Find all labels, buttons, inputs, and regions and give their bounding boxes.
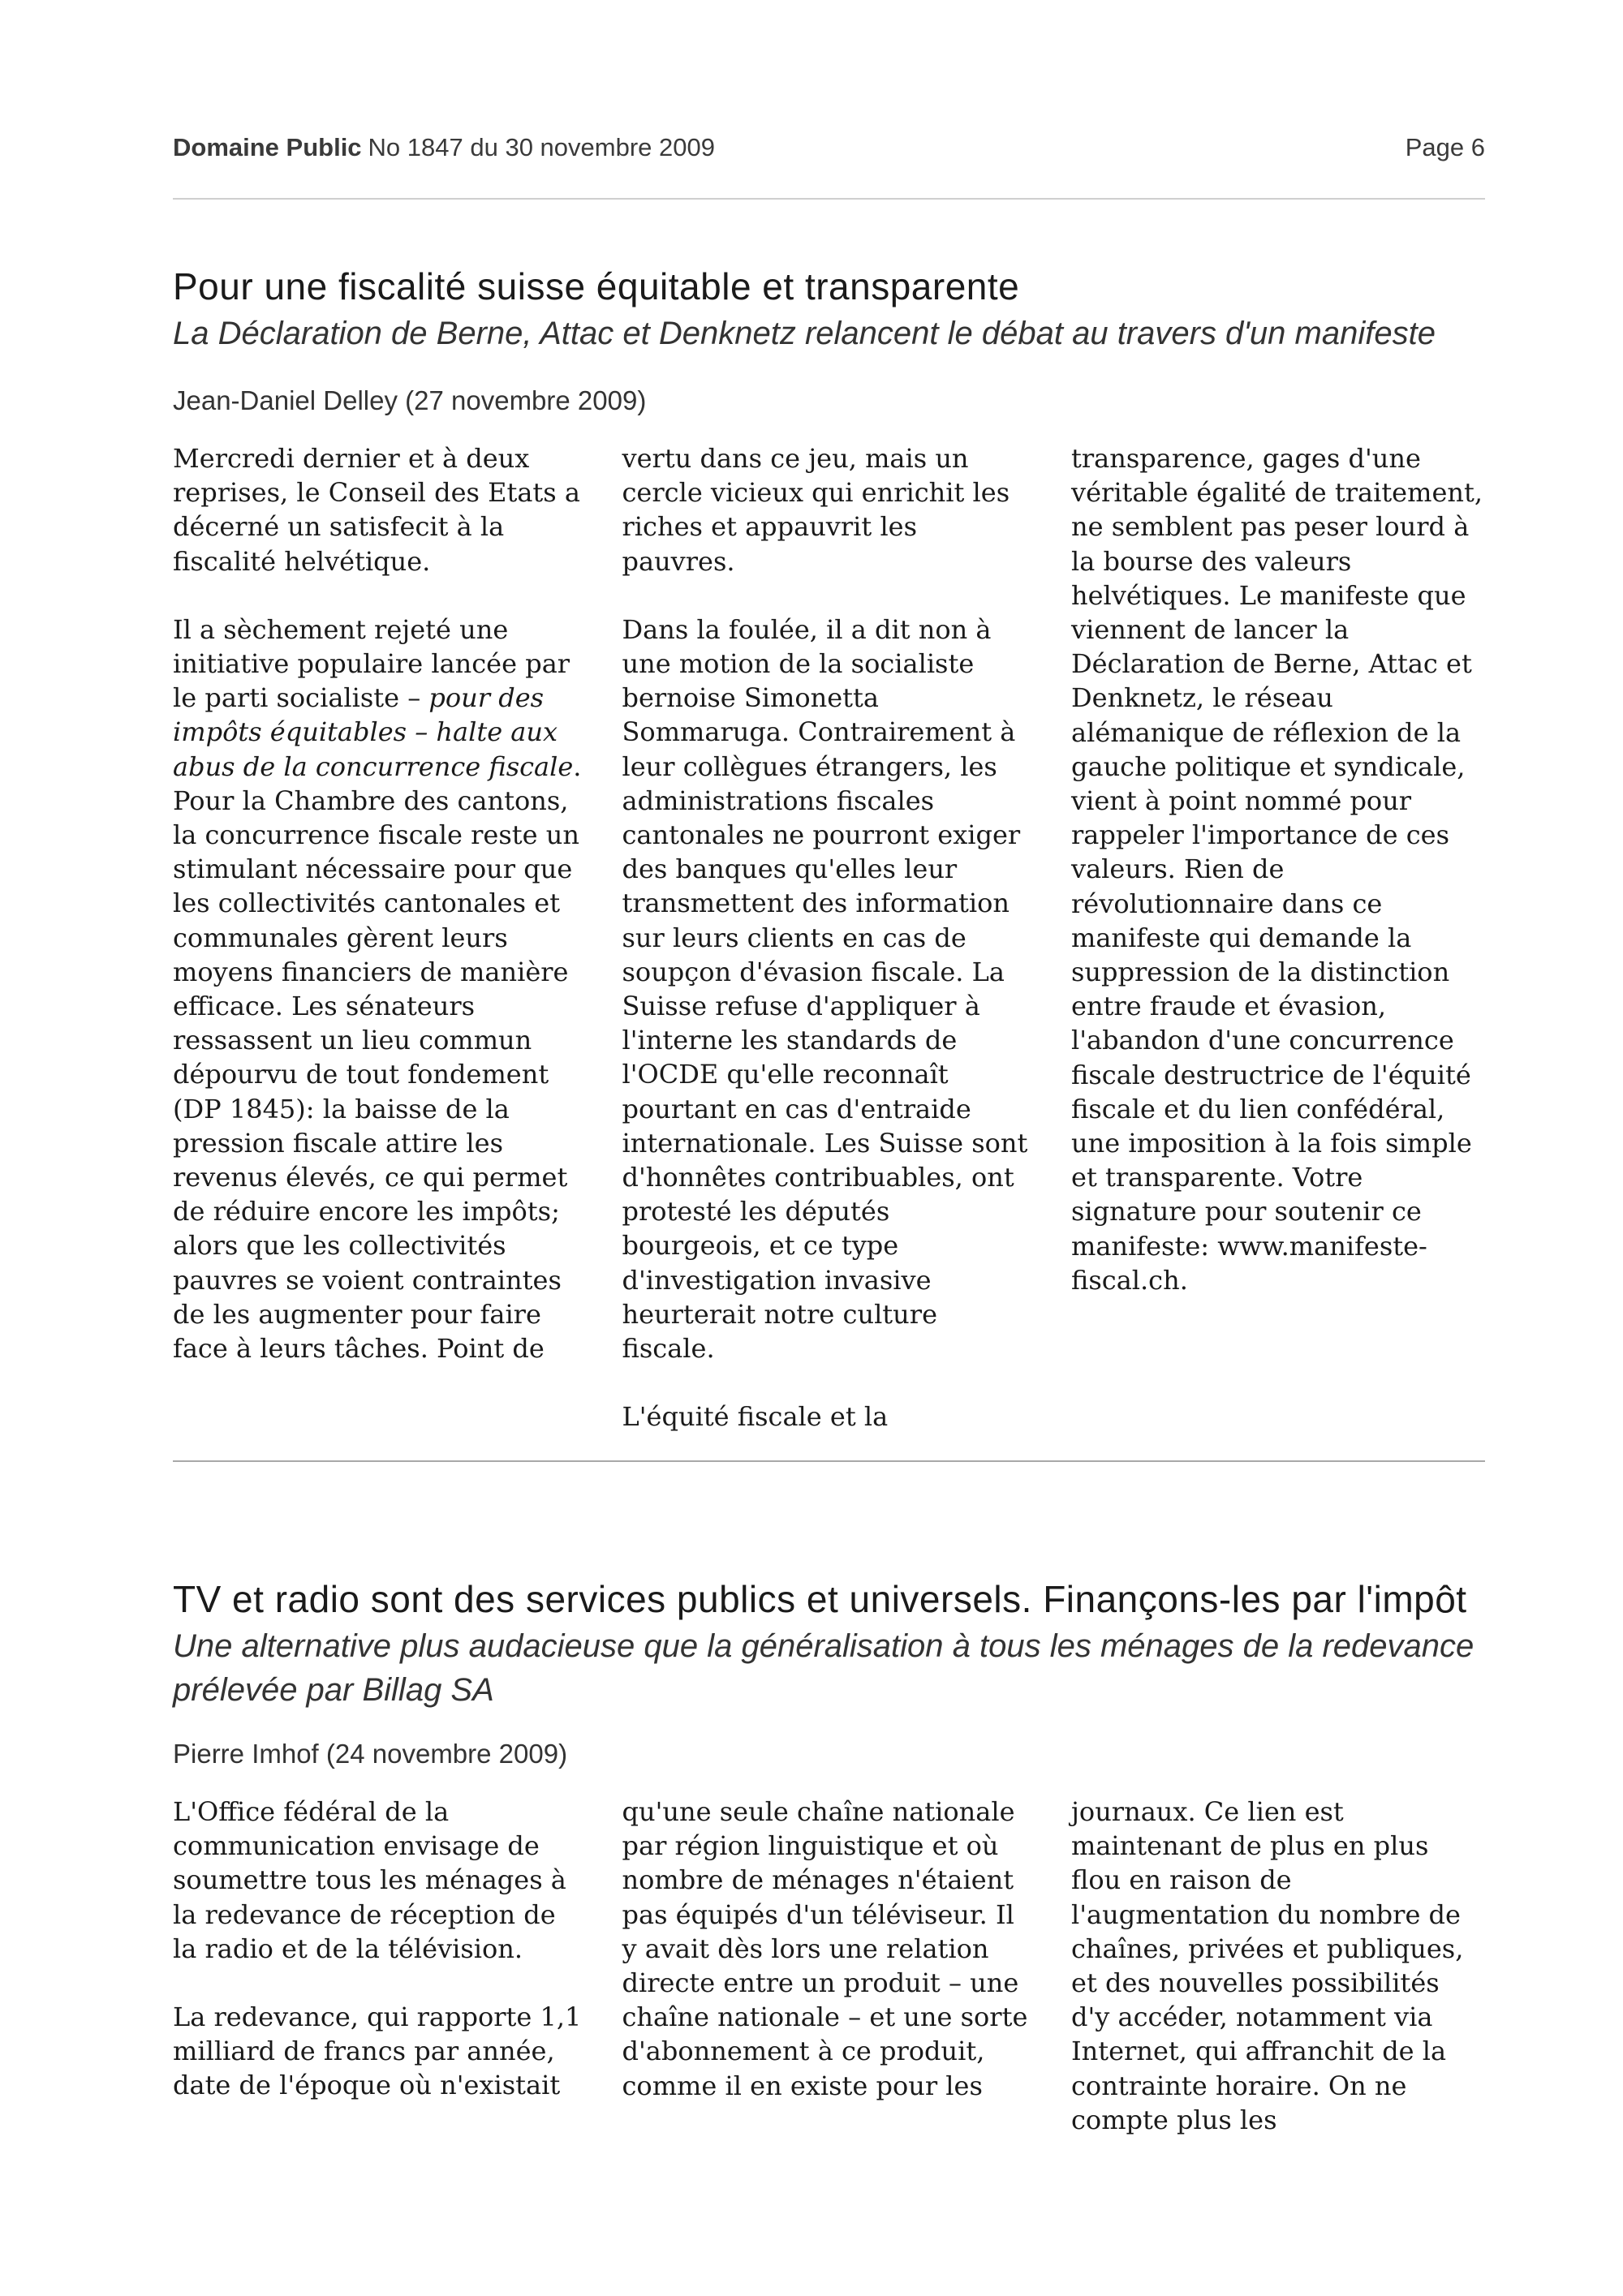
column-3 [1071,441,1485,1434]
paragraph: L'équité fiscale et la [622,1401,889,1433]
issue-info: No 1847 du 30 novembre 2009 [368,133,715,161]
initiative-name: pour des impôts équitables – halte aux abus de la concurrence fiscale [173,682,574,782]
article-columns [173,441,1485,1434]
paragraph: vertu dans ce jeu, mais un cercle vicieux qui enrichit les riches et appauvrit les pauvres. [622,443,1010,577]
article-subtitle: Une alternative plus audacieuse que la généralisation à tous les ménages de la redevance prélevée par Billag SA [173,1628,1474,1708]
paragraph: journaux. Ce lien est maintenant de plus en plus flou en raison de l'augmentation du nombre de chaînes, privées et publiques, et des nouvelles possibilités d'y accéder, notamment via Internet, qui affranchit de la contrainte horaire. On ne compte plus les [1071,1796,1464,2135]
column-1 [173,1795,587,2137]
page-number: Page 6 [1405,133,1485,161]
paragraph: Mercredi dernier et à deux reprises, le Conseil des Etats a décerné un satisfecit à la fiscalité helvétique. [173,443,580,577]
paragraph: La redevance, qui rapporte 1,1 milliard de francs par année, date de l'époque où n'existait [173,2001,582,2101]
paragraph: transparence, gages d'une véritable égalité de traitement, ne semblent pas peser lourd à la bourse des valeurs helvétiques. Le manifeste que viennent de lancer la Déclaration de Berne, Attac et Denknetz, le réseau alémanique de réflexion de la gauche politique et syndicale, vient à point nommé pour rappeler l'importance de ces valeurs. Rien de révolutionnaire dans ce manifeste qui demande la suppression de la distinction entre fraude et évasion, l'abandon d'une concurrence fiscale destructrice de l'équité fiscale et du lien confédéral, une imposition à la fois simple et transparente. Votre signature pour soutenir ce manifeste: www.manifeste-fiscal.ch. [1071,443,1483,1296]
article-divider [173,1460,1485,1462]
column-2 [622,1795,1036,2137]
paragraph: L'Office fédéral de la communication envisage de soumettre tous les ménages à la redevance de réception de la radio et de la télévision. [173,1796,566,1964]
article-title: Pour une fiscalité suisse équitable et transparente [173,265,1020,307]
column-1 [173,441,587,1434]
running-header [173,133,1485,174]
paragraph: Dans la foulée, il a dit non à une motion de la socialiste bernoise Simonetta Sommaruga. Contrairement à leur collègues étrangers, les administrations fiscales cantonales ne pourront exiger des banques qu'elles leur transmettent des information sur leurs clients en cas de soupçon d'évasion fiscale. La Suisse refuse d'appliquer à l'interne les standards de l'OCDE qu'elle reconnaît pourtant en cas d'entraide internationale. Les Suisse sont d'honnêtes contribuables, ont protesté les députés bourgeois, et ce type d'investigation invasive heurterait notre culture fiscale. [622,613,1028,1365]
paragraph-text: . Pour la Chambre des cantons, la concurrence fiscale reste un stimulant nécessaire pour que les collectivités cantonales et communales gèrent leurs moyens financiers de manière efficace. Les sénateurs ressassent un lieu commun dépourvu de tout fondement (DP 1845): la baisse de la pression fiscale attire les revenus élevés, ce qui permet de réduire encore les impôts; alors que les collectivités pauvres se voient contraintes de les augmenter pour faire face à leurs tâches. Point de [173,750,582,1365]
publication-name: Domaine Public [173,133,362,161]
column-3 [1071,1795,1485,2137]
article-subtitle: La Déclaration de Berne, Attac et Denknetz relancent le débat au travers d'un manifeste [173,316,1436,351]
article-tv-radio [173,1574,1485,2137]
paragraph: qu'une seule chaîne nationale par région linguistique et où nombre de ménages n'étaient pas équipés d'un téléviseur. Il y avait dès lors une relation directe entre un produit – une chaîne nationale – et une sorte d'abonnement à ce produit, comme il en existe pour les [622,1796,1028,2101]
article-title: TV et radio sont des services publics et universels. Finançons-les par l'impôt [173,1578,1467,1620]
paragraph [173,613,587,1365]
article-columns [173,1795,1485,2137]
article-byline: Jean-Daniel Delley (27 novembre 2009) [173,385,647,415]
column-2 [622,441,1036,1434]
article-byline: Pierre Imhof (24 novembre 2009) [173,1739,568,1769]
paragraph-text: Il a sèchement rejeté une initiative populaire lancée par le parti socialiste – [173,613,570,714]
article-fiscalite [173,261,1485,1434]
header-divider [173,198,1485,200]
